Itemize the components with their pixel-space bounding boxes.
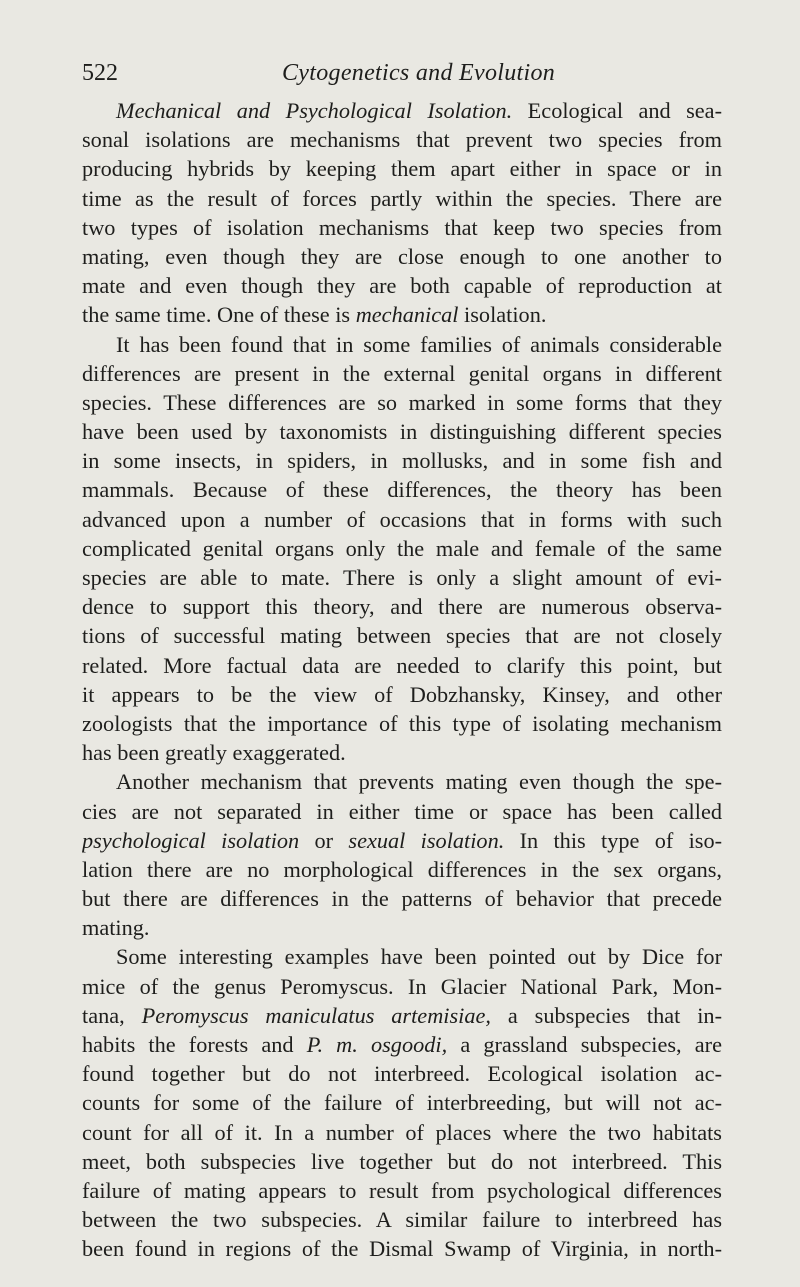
text-line: habits the forests and P. m. osgoodi, a grassland subspecies, are <box>82 1032 722 1057</box>
emphasis: psychological isolation <box>82 827 300 853</box>
text-line: between the two subspecies. A similar failure to interbreed has <box>82 1207 722 1233</box>
text-line: mammals. Because of these differences, the theory has been <box>82 477 722 503</box>
text-line: time as the result of forces partly within the species. There are <box>82 185 722 211</box>
text-line: tions of successful mating between species that are not closely <box>82 623 722 649</box>
text-line: sonal isolations are mechanisms that prevent two species from <box>82 127 722 153</box>
text-line: mate and even though they are both capable of reproduction at <box>82 273 722 299</box>
page-number: 522 <box>82 60 118 86</box>
text-line: been found in regions of the Dismal Swamp of Virginia, in north- <box>82 1236 722 1262</box>
text-line: Some interesting examples have been pointed out by Dice for <box>116 944 722 970</box>
paragraph-genital-differences <box>82 330 722 768</box>
text-line: differences are present in the external genital organs in different <box>82 360 722 386</box>
text-line: species. These differences are so marked in some forms that they <box>82 389 722 415</box>
paragraph-psychological-isolation <box>82 767 722 942</box>
text-line: Another mechanism that prevents mating even though the spe- <box>116 769 722 795</box>
text-line: it appears to be the view of Dobzhansky, Kinsey, and other <box>82 681 722 707</box>
text-line: psychological isolation or sexual isolation. In this type of iso- <box>82 827 722 853</box>
species-name: Peromyscus maniculatus artemisiae, <box>141 1002 491 1028</box>
body-text <box>82 96 722 1264</box>
paragraph-peromyscus-examples <box>82 942 722 1263</box>
text-line: two types of isolation mechanisms that keep two species from <box>82 214 722 240</box>
text-line: complicated genital organs only the male and female of the same <box>82 535 722 561</box>
text-line: found together but do not interbreed. Ecological isolation ac- <box>82 1061 722 1087</box>
text-line: mating, even though they are close enough to one another to <box>82 243 722 269</box>
text-line: mating. <box>82 915 150 941</box>
text-line: in some insects, in spiders, in mollusks, and in some fish and <box>82 448 722 474</box>
text-line: dence to support this theory, and there are numerous observa- <box>82 594 722 620</box>
page-header <box>82 58 722 92</box>
paragraph-mechanical-psychological-intro <box>82 96 722 330</box>
text-line: failure of mating appears to result from psychological differences <box>82 1177 722 1203</box>
text-line: related. More factual data are needed to clarify this point, but <box>82 652 722 678</box>
text-line: It has been found that in some families of animals considerable <box>116 331 722 357</box>
text-line: counts for some of the failure of interbreeding, but will not ac- <box>82 1090 722 1116</box>
text-line: have been used by taxonomists in distinguishing different species <box>82 419 722 445</box>
text-line: tana, Peromyscus maniculatus artemisiae, a subspecies that in- <box>82 1002 722 1028</box>
text-line: the same time. One of these is mechanical isolation. <box>82 302 547 328</box>
text-line: species are able to mate. There is only a slight amount of evi- <box>82 565 722 590</box>
text-line: meet, both subspecies live together but do not interbreed. This <box>82 1148 722 1174</box>
text-line: has been greatly exaggerated. <box>82 740 346 766</box>
species-name: P. m. osgoodi, <box>306 1032 448 1057</box>
text-line: advanced upon a number of occasions that in forms with such <box>82 506 722 532</box>
text-line: lation there are no morphological differences in the sex organs, <box>82 856 722 882</box>
text-line: count for all of it. In a number of places where the two habitats <box>82 1119 722 1145</box>
text-line: mice of the genus Peromyscus. In Glacier National Park, Mon- <box>82 973 722 999</box>
section-heading: Mechanical and Psychological Isolation. <box>116 98 513 123</box>
text-line: zoologists that the importance of this type of isolating mechanism <box>82 710 722 736</box>
text-line: cies are not separated in either time or space has been called <box>82 798 722 824</box>
text-line: producing hybrids by keeping them apart either in space or in <box>82 156 722 182</box>
emphasis: mechanical <box>355 302 459 328</box>
running-title: Cytogenetics and Evolution <box>282 60 556 86</box>
text-line: Mechanical and Psychological Isolation. Ecological and sea- <box>116 98 722 123</box>
emphasis: sexual isolation. <box>348 827 505 853</box>
text-line: but there are differences in the patterns of behavior that precede <box>82 886 722 912</box>
